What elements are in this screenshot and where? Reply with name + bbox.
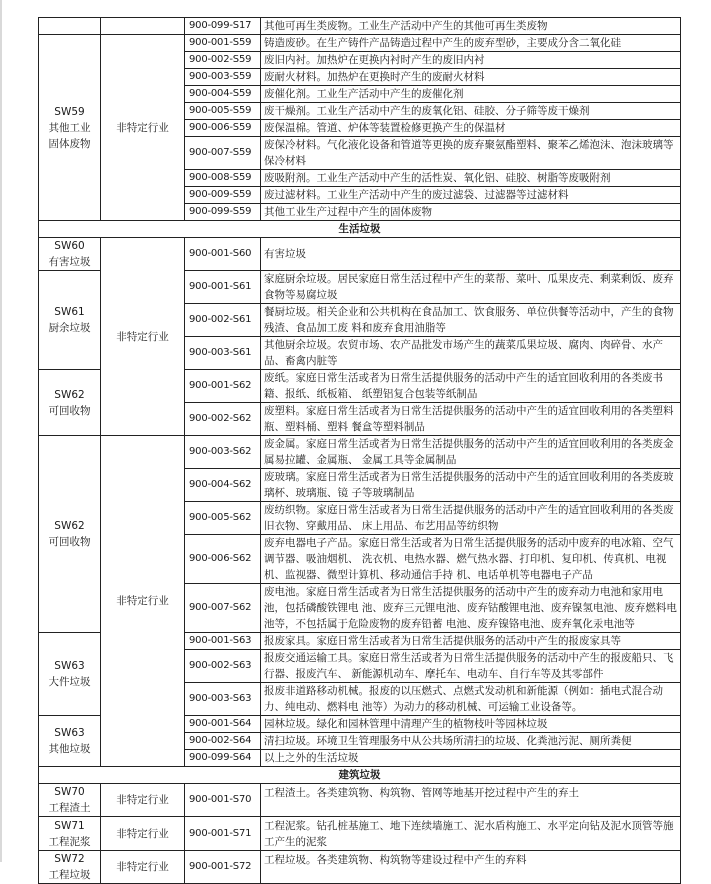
category-name: 工程垃圾: [48, 869, 91, 881]
table-row: [39, 436, 681, 469]
waste-code: 900-099-S17: [185, 18, 261, 35]
waste-code: 900-001-S63: [185, 633, 261, 650]
waste-description: 废金属。家庭日常生活或者为日常生活提供服务的活动中产生的适宜回收利用的各类废金属易拉罐、金属瓶、 金属工具等金属制品: [261, 436, 681, 469]
table-row: [39, 35, 681, 52]
category-code: SW62: [54, 520, 85, 532]
waste-description: 废过滤材料。工业生产活动中产生的废过滤袋、过滤器等过滤材料: [261, 187, 681, 204]
category-code: SW71: [54, 819, 85, 832]
category-cell: [39, 784, 101, 817]
section-header-row: [39, 767, 681, 784]
waste-code: 900-006-S59: [185, 120, 261, 137]
industry-cell: 非特定行业: [101, 817, 185, 851]
waste-code: 900-001-S60: [185, 238, 261, 271]
waste-code: 900-001-S71: [185, 817, 261, 851]
waste-description: 园林垃圾。绿化和园林管理中清理产生的植物枝叶等园林垃圾: [261, 716, 681, 733]
category-code: SW63: [54, 660, 85, 672]
waste-classification-table: [38, 17, 681, 884]
industry-cell: 非特定行业: [101, 35, 185, 221]
waste-description: 废保温棉。管道、炉体等装置检修更换产生的保温材: [261, 120, 681, 137]
waste-description: 有害垃圾: [261, 238, 681, 271]
waste-description: 报废非道路移动机械。报废的以压燃式、点燃式发动机和新能源（例如：插电式混合动力、纯电动、燃料电 池等）为动力的移动机械、可运输工业设备等。: [261, 683, 681, 716]
category-cell: [39, 18, 101, 35]
category-cell: [39, 370, 101, 436]
waste-code: 900-002-S59: [185, 52, 261, 69]
waste-code: 900-005-S59: [185, 103, 261, 120]
category-cell: [39, 271, 101, 370]
waste-description: 工程渣土。各类建筑物、构筑物、管网等地基开挖过程中产生的弃土: [261, 784, 681, 817]
category-name: 有害垃圾: [48, 256, 91, 268]
waste-code: 900-005-S62: [185, 502, 261, 535]
waste-code: 900-099-S59: [185, 204, 261, 221]
category-code: SW61: [54, 306, 85, 318]
waste-description: 废旧内衬。加热炉在更换内衬时产生的废旧内衬: [261, 52, 681, 69]
category-cell: [39, 35, 101, 221]
category-code: SW59: [54, 105, 85, 118]
waste-code: 900-001-S64: [185, 716, 261, 733]
waste-code: 900-007-S62: [185, 584, 261, 633]
section-title-construction: 建筑垃圾: [39, 767, 681, 784]
waste-code: 900-001-S59: [185, 35, 261, 52]
waste-code: 900-004-S62: [185, 469, 261, 502]
industry-cell: 非特定行业: [101, 784, 185, 817]
table-row: [39, 817, 681, 851]
waste-description: 废玻璃。家庭日常生活或者为日常生活提供服务的活动中产生的适宜回收利用的各类废玻璃杯、玻璃瓶、镜 子等玻璃制品: [261, 469, 681, 502]
waste-description: 废电池。家庭日常生活或者为日常生活提供服务的活动中产生的废弃动力电池和家用电池，包括磷酸铁锂电 池、废弃三元锂电池、废弃钴酸锂电池、废弃镍氢电池、废弃燃料电池等，不包括属于危险废物的废弃铅蓄 电池、废弃镍铬电池、废弃氧化汞电池等: [261, 584, 681, 633]
category-cell: [39, 633, 101, 716]
table-row: [39, 851, 681, 884]
waste-description: 其他可再生类废物。工业生产活动中产生的其他可再生类废物: [261, 18, 681, 35]
waste-code: 900-003-S63: [185, 683, 261, 716]
waste-code: 900-008-S59: [185, 170, 261, 187]
industry-cell: 非特定行业: [101, 851, 185, 884]
category-code: SW60: [54, 240, 85, 252]
category-name: 大件垃圾: [48, 676, 91, 688]
waste-description: 其他工业生产过程中产生的固体废物: [261, 204, 681, 221]
category-name: 可回收物: [48, 536, 91, 548]
category-cell: [39, 238, 101, 271]
category-name: 工程泥浆: [48, 835, 91, 848]
waste-description: 废纺织物。家庭日常生活或者为日常生活提供服务的活动中产生的适宜回收利用的各类废旧衣物、穿戴用品、 床上用品、布艺用品等纺织物: [261, 502, 681, 535]
category-code: SW70: [54, 786, 85, 798]
waste-description: 家庭厨余垃圾。居民家庭日常生活过程中产生的菜帮、菜叶、瓜果皮壳、剩菜剩饭、废弃食物等易腐垃圾: [261, 271, 681, 304]
waste-description: 餐厨垃圾。相关企业和公共机构在食品加工、饮食服务、单位供餐等活动中，产生的食物残渣、食品加工废 料和废弃食用油脂等: [261, 304, 681, 337]
waste-code: 900-001-S70: [185, 784, 261, 817]
table-row: [39, 238, 681, 271]
category-name-line2: 固体废物: [48, 137, 91, 150]
category-name: 工程渣土: [48, 802, 91, 814]
table-row: [39, 784, 681, 817]
section-header-row: [39, 221, 681, 238]
category-code: SW62: [54, 388, 85, 401]
category-name: 其他垃圾: [48, 743, 91, 755]
waste-code: 900-099-S64: [185, 750, 261, 767]
waste-code: 900-006-S62: [185, 535, 261, 584]
waste-code: 900-001-S61: [185, 271, 261, 304]
industry-cell: 非特定行业: [101, 238, 185, 436]
waste-description: 废保冷材料。气化液化设备和管道等更换的废弃聚氨酯塑料、聚苯乙烯泡沫、泡沫玻璃等保冷材料: [261, 137, 681, 170]
section-title-household: 生活垃圾: [39, 221, 681, 238]
category-code: SW63: [54, 727, 85, 739]
waste-description: 以上之外的生活垃圾: [261, 750, 681, 767]
category-code: SW72: [54, 853, 85, 865]
waste-description: 废纸。家庭日常生活或者为日常生活提供服务的活动中产生的适宜回收利用的各类废书籍、报纸、纸板箱、 纸塑铝复合包装等纸制品: [261, 370, 681, 403]
page-edge-rule: [0, 0, 2, 862]
category-name: 厨余垃圾: [48, 322, 91, 334]
waste-code: 900-001-S62: [185, 370, 261, 403]
waste-code: 900-007-S59: [185, 137, 261, 170]
category-cell: [39, 851, 101, 884]
waste-description: 报废家具。家庭日常生活或者为日常生活提供服务的活动中产生的报废家具等: [261, 633, 681, 650]
waste-code: 900-002-S62: [185, 403, 261, 436]
category-name: 可回收物: [48, 404, 91, 417]
waste-description: 废塑料。家庭日常生活或者为日常生活提供服务的活动中产生的适宜回收利用的各类塑料瓶、塑料桶、塑料 餐盒等塑料制品: [261, 403, 681, 436]
waste-description: 废干燥剂。工业生产活动中产生的废氧化铝、硅胶、分子筛等废干燥剂: [261, 103, 681, 120]
category-cell: [39, 716, 101, 767]
waste-description: 废催化剂。工业生产活动中产生的废催化剂: [261, 86, 681, 103]
waste-description: 废耐火材料。加热炉在更换时产生的废耐火材料: [261, 69, 681, 86]
waste-description: 铸造废砂。在生产铸件产品铸造过程中产生的废弃型砂，主要成分含二氧化硅: [261, 35, 681, 52]
waste-description: 其他厨余垃圾。农贸市场、农产品批发市场产生的蔬菜瓜果垃圾、腐肉、肉碎骨、水产品、畜禽内脏等: [261, 337, 681, 370]
category-name-line1: 其他工业: [48, 121, 91, 134]
industry-cell: [101, 18, 185, 35]
category-cell: [39, 817, 101, 851]
waste-description: 工程泥浆。钻孔桩基施工、地下连续墙施工、泥水盾构施工、水平定向钻及泥水顶管等施工产生的泥浆: [261, 817, 681, 851]
waste-code: 900-003-S62: [185, 436, 261, 469]
waste-description: 工程垃圾。各类建筑物、构筑物等建设过程中产生的弃料: [261, 851, 681, 884]
waste-description: 废吸附剂。工业生产活动中产生的活性炭、氧化铝、硅胶、树脂等废吸附剂: [261, 170, 681, 187]
waste-description: 报废交通运输工具。家庭日常生活或者为日常生活提供服务的活动中产生的报废船只、飞行器、报废汽车、 新能源机动车、摩托车、电动车、自行车等及其零部件: [261, 650, 681, 683]
category-cell: [39, 436, 101, 633]
waste-description: 废弃电器电子产品。家庭日常生活或者为日常生活提供服务的活动中废弃的电冰箱、空气调节器、吸油烟机、 洗衣机、电热水器、燃气热水器、打印机、复印机、传真机、电视机、监视器、微型计算机、移动通信手持 机、电话单机等电器电子产品: [261, 535, 681, 584]
waste-code: 900-002-S61: [185, 304, 261, 337]
waste-code: 900-003-S59: [185, 69, 261, 86]
waste-description: 清扫垃圾。环境卫生管理服务中从公共场所清扫的垃圾、化粪池污泥、厕所粪便: [261, 733, 681, 750]
waste-code: 900-009-S59: [185, 187, 261, 204]
waste-code: 900-004-S59: [185, 86, 261, 103]
waste-code: 900-001-S72: [185, 851, 261, 884]
waste-code: 900-002-S64: [185, 733, 261, 750]
waste-code: 900-003-S61: [185, 337, 261, 370]
industry-cell: 非特定行业: [101, 436, 185, 767]
table-row: [39, 18, 681, 35]
waste-code: 900-002-S63: [185, 650, 261, 683]
